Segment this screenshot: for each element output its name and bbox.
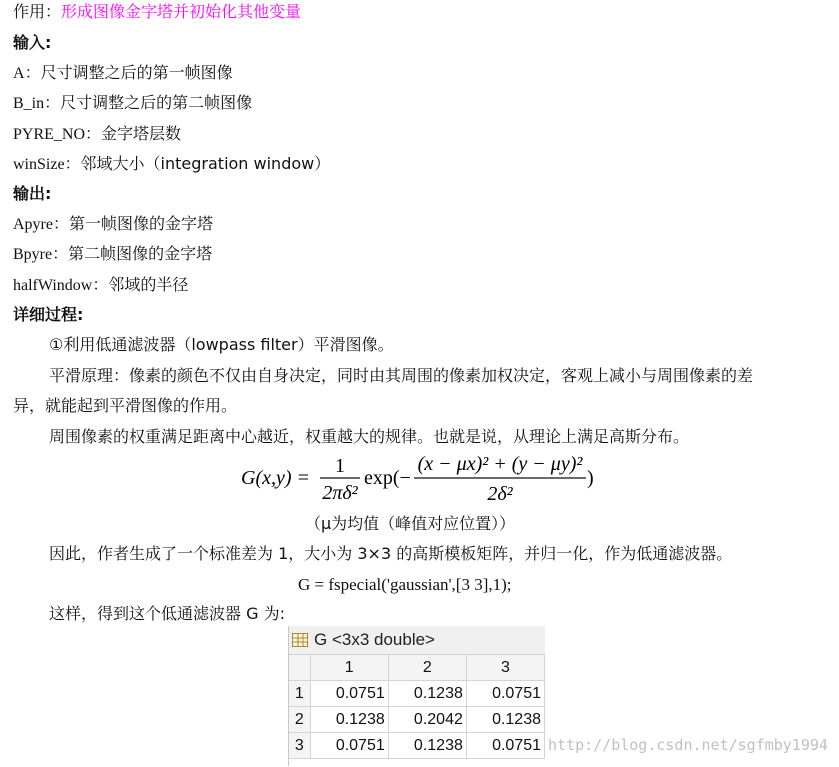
matrix-cell[interactable]: 0.1238 — [466, 707, 544, 733]
matrix-cell[interactable]: 0.1238 — [310, 707, 388, 733]
param-name: Apyre — [13, 216, 53, 233]
matrix-cell[interactable]: 0.0751 — [310, 733, 388, 759]
matrix-cell[interactable]: 0.0751 — [466, 681, 544, 707]
formula-num2: (x − μx)² + (y − μy)² — [417, 453, 583, 475]
purpose-label: 作用： — [13, 2, 62, 21]
param-desc: ：第一帧图像的金字塔 — [52, 214, 213, 233]
matrix-cell[interactable]: 0.0751 — [310, 681, 388, 707]
mu-note: （μ为均值（峰值对应位置）） — [305, 514, 516, 533]
purpose-value: 形成图像金字塔并初始化其他变量 — [61, 2, 302, 21]
row-header[interactable]: 3 — [289, 733, 310, 759]
weights-line: 周围像素的权重满足距离中心越近，权重越大的规律。也就是说，从理论上满足高斯分布。 — [49, 427, 690, 446]
param-name: A — [13, 65, 25, 82]
input-item — [13, 123, 181, 146]
param-name: halfWindow — [13, 277, 93, 294]
principle-line-1: 平滑原理：像素的颜色不仅由自身决定，同时由其周围的像素加权决定，客观上减小与周围像素的差 — [49, 366, 754, 385]
param-name: B_in — [13, 95, 45, 112]
input-item — [13, 92, 252, 115]
process-heading: 详细过程: — [13, 305, 84, 324]
column-header[interactable]: 2 — [388, 655, 466, 681]
matrix-cell[interactable]: 0.1238 — [388, 733, 466, 759]
output-item — [13, 213, 213, 236]
input-heading: 输入: — [13, 33, 52, 52]
code-line: G = fspecial('gaussian',[3 3],1); — [298, 575, 512, 594]
row-header[interactable]: 2 — [289, 707, 310, 733]
column-header[interactable]: 3 — [466, 655, 544, 681]
param-name: Bpyre — [13, 246, 53, 263]
formula-close: ) — [587, 467, 594, 489]
matrix-cell[interactable]: 0.0751 — [466, 733, 544, 759]
param-desc: ：邻域的半径 — [92, 275, 189, 294]
watermark: http://blog.csdn.net/sgfmby1994 — [548, 736, 828, 754]
column-header-row — [289, 655, 545, 681]
output-heading: 输出: — [13, 184, 52, 203]
matrix-cell[interactable]: 0.1238 — [388, 681, 466, 707]
variable-editor — [288, 626, 545, 766]
param-desc: ：金字塔层数 — [85, 124, 182, 143]
param-desc: ：尺寸调整之后的第二帧图像 — [44, 93, 253, 112]
table-row — [289, 707, 545, 733]
param-desc: ：尺寸调整之后的第一帧图像 — [24, 63, 233, 82]
param-desc: ：邻域大小（integration window） — [64, 154, 331, 173]
corner-cell — [289, 655, 310, 681]
variable-editor-title: G <3x3 double> — [314, 630, 435, 649]
table-row — [289, 681, 545, 707]
formula-lhs: G(x,y) = — [241, 467, 311, 489]
gaussian-formula — [238, 448, 608, 508]
param-name: winSize — [13, 156, 65, 173]
param-name: PYRE_NO — [13, 126, 86, 143]
therefore-line: 因此，作者生成了一个标准差为 1，大小为 3×3 的高斯模板矩阵，并归一化，作为低通滤波器。 — [49, 544, 733, 563]
formula-den1: 2πδ² — [322, 482, 358, 504]
row-header[interactable]: 1 — [289, 681, 310, 707]
output-item — [13, 243, 212, 266]
param-desc: ：第二帧图像的金字塔 — [52, 244, 213, 263]
formula-den2: 2δ² — [487, 483, 513, 505]
grid-icon — [292, 633, 308, 647]
input-item — [13, 62, 233, 85]
result-line: 这样，得到这个低通滤波器 G 为: — [49, 604, 285, 623]
formula-exp: exp(− — [364, 467, 411, 489]
input-item — [13, 153, 330, 176]
variable-editor-title-bar — [289, 626, 545, 655]
table-row — [289, 733, 545, 759]
column-header[interactable]: 1 — [310, 655, 388, 681]
matrix-table — [289, 655, 545, 759]
formula-num1: 1 — [335, 455, 345, 477]
purpose-line — [13, 1, 301, 23]
output-item — [13, 274, 188, 297]
principle-line-2: 异，就能起到平滑图像的作用。 — [13, 396, 238, 415]
process-step-1: ①利用低通滤波器（lowpass filter）平滑图像。 — [49, 335, 394, 354]
matrix-cell[interactable]: 0.2042 — [388, 707, 466, 733]
